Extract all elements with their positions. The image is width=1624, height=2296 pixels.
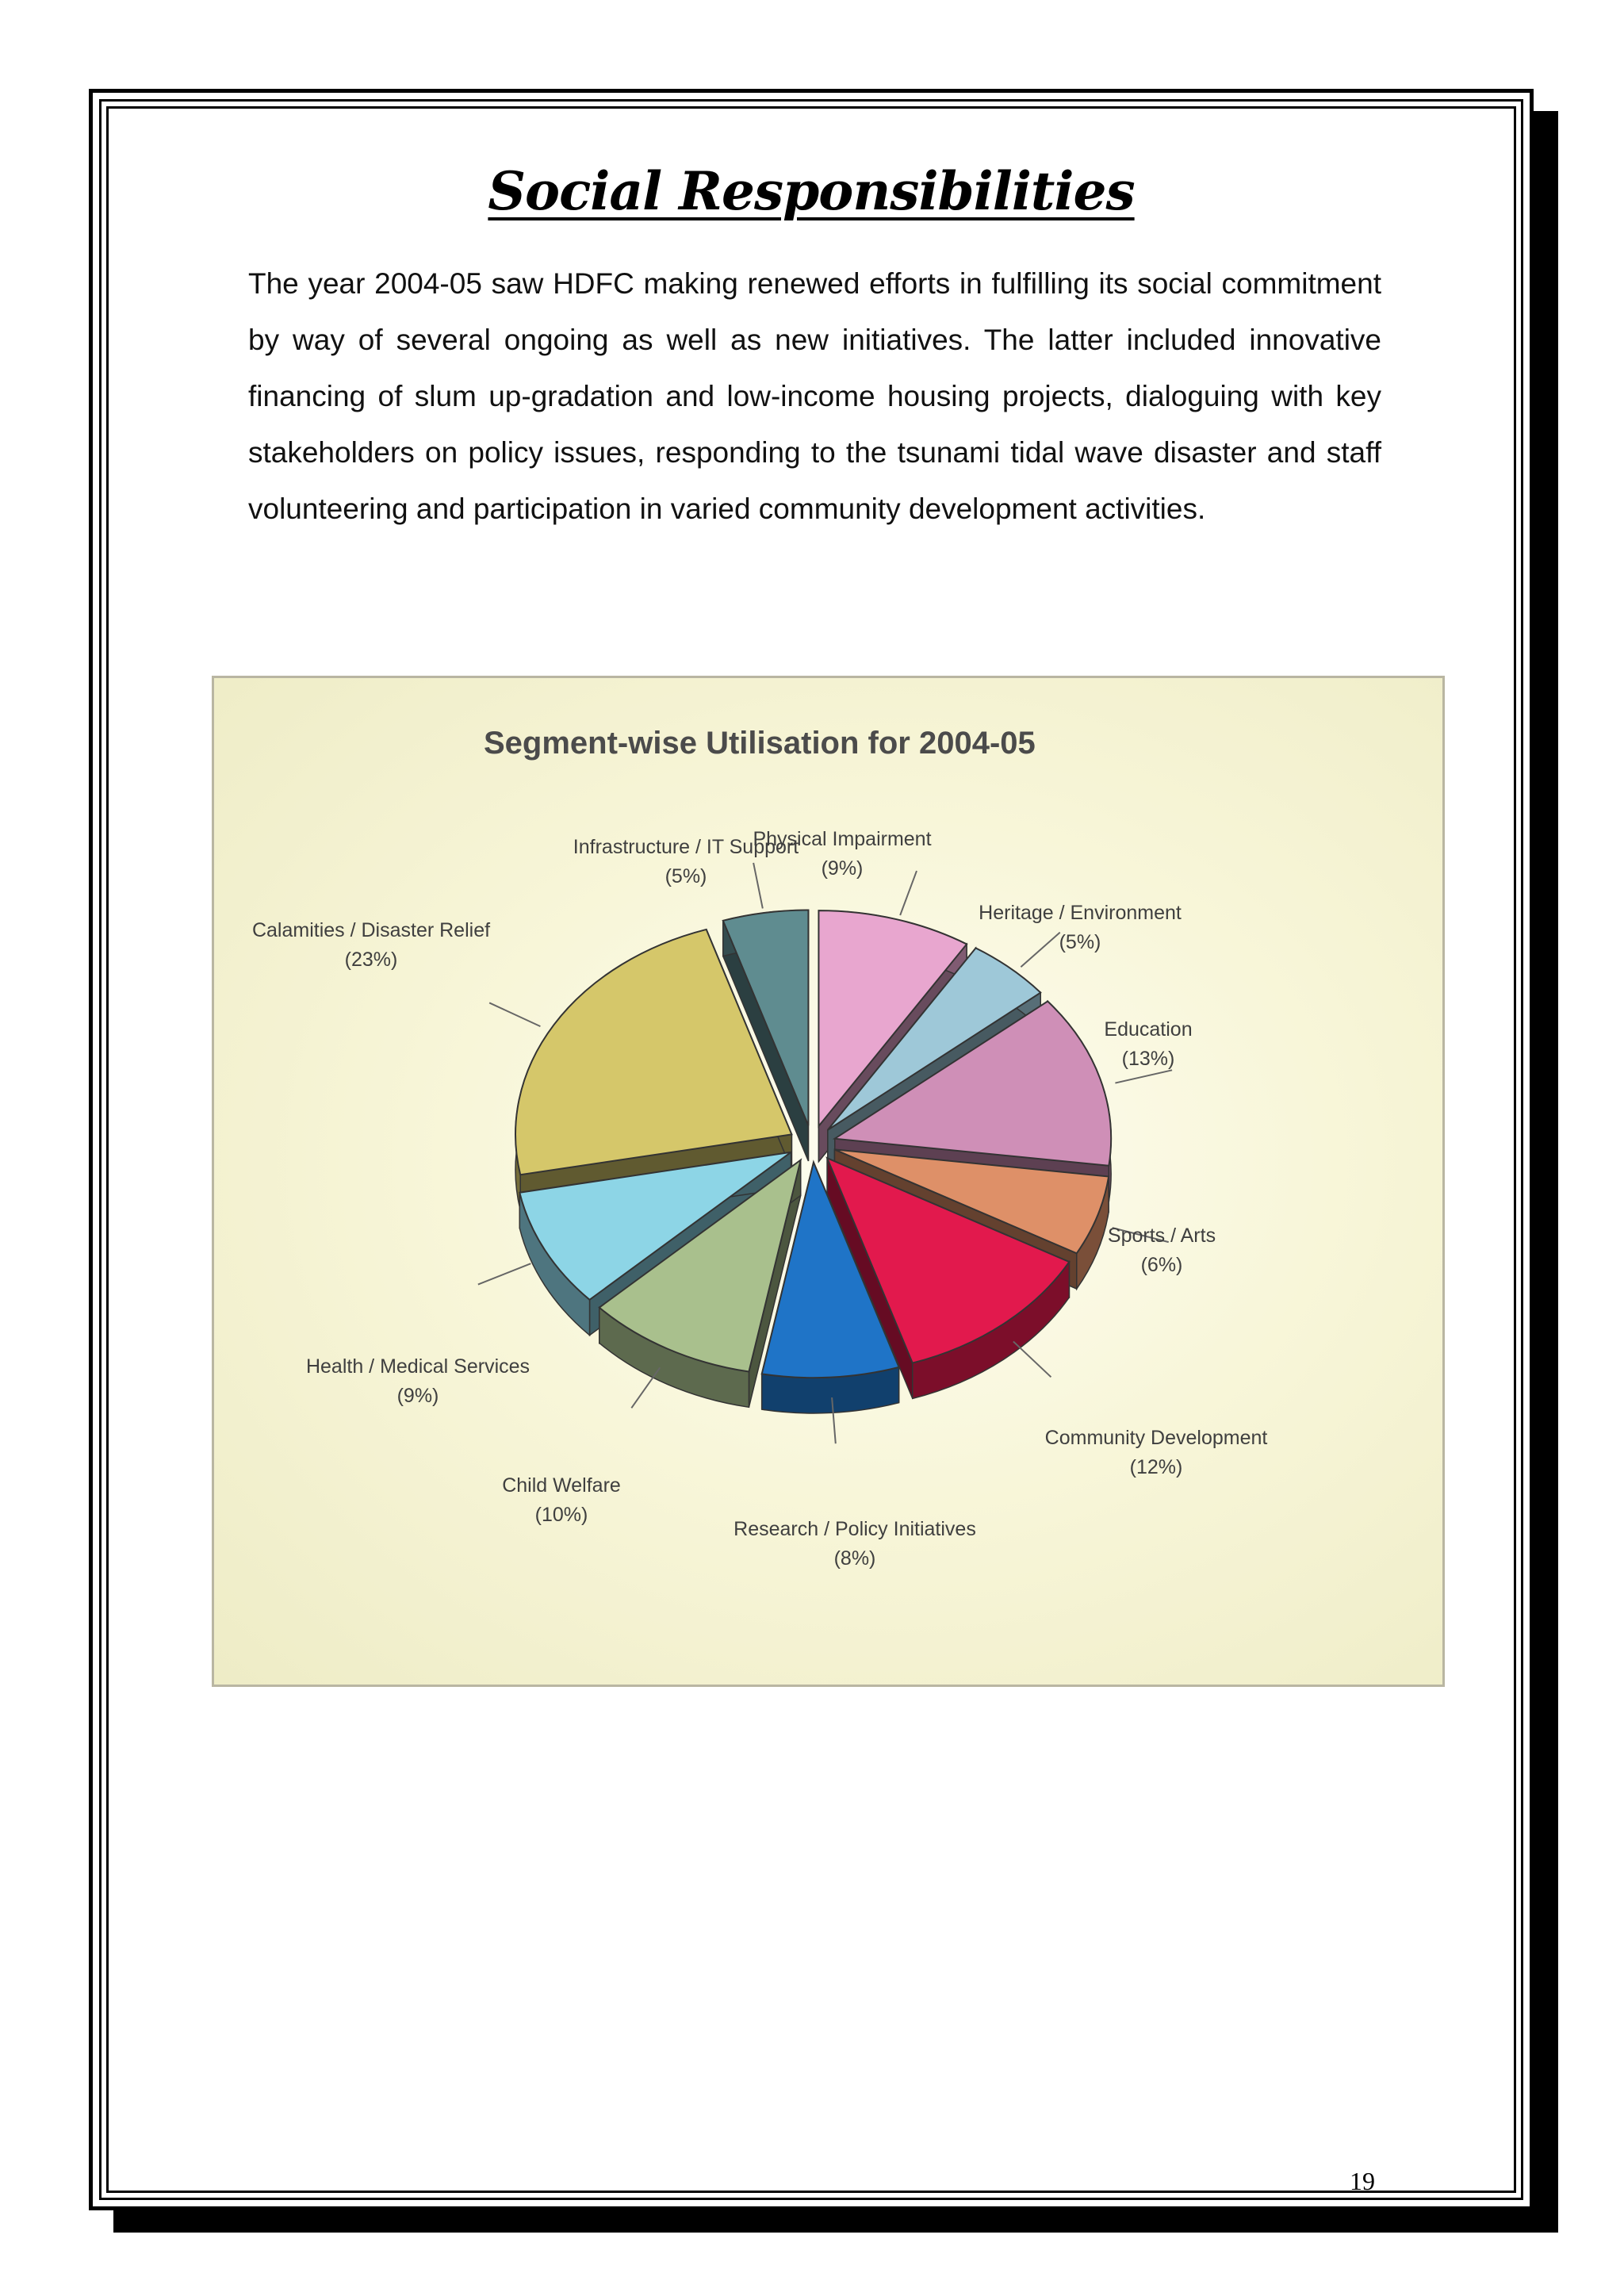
label-education-value: (13%) [1121,1048,1175,1070]
label-community-development [1045,1424,1268,1482]
label-heritage-environment-value: (5%) [1059,931,1101,953]
label-child-welfare [502,1471,621,1530]
label-physical-impairment-value: (9%) [821,857,864,880]
document-page [89,89,1534,2210]
pie-chart-figure [212,676,1445,1687]
label-community-development-value: (12%) [1129,1456,1183,1478]
label-health-medical-name: Health / Medical Services [305,1355,530,1378]
label-calamities-disaster-relief [252,916,490,975]
label-heritage-environment [979,899,1182,957]
leader-line-health-medical-services [478,1263,531,1284]
intro-paragraph: The year 2004-05 saw HDFC making renewed efforts in fulfilling its social commitment by way of several ongoing as well as new initiatives. The latter included innovative financing of slum up-gradation and low-income housing projects, dialoguing with key stakeholders on policy issues, responding to the tsunami tidal wave disaster and staff volunteering and participation in varied community development activities. [248,267,1381,525]
label-calamities-disaster-relief-name: Calamities / Disaster Relief [251,919,491,941]
page-title: Social Responsibilities [488,160,1135,222]
label-infrastructure-it-value: (5%) [665,865,707,887]
label-physical-impairment-name: Physical Impairment [753,828,932,850]
leader-line-community-development [1013,1341,1051,1377]
label-education-name: Education [1104,1018,1193,1041]
label-sports-arts [1108,1221,1216,1280]
leader-line-calamities-disaster-relief [489,1002,540,1026]
label-research-policy-value: (8%) [833,1547,876,1570]
label-research-policy [733,1515,976,1573]
label-calamities-disaster-relief-value: (23%) [344,949,398,971]
label-education [1104,1015,1192,1074]
label-infrastructure-it-name: Infrastructure / IT Support [573,836,799,858]
label-health-medical [306,1352,530,1411]
label-heritage-environment-name: Heritage / Environment [979,902,1182,924]
label-sports-arts-name: Sports / Arts [1107,1225,1216,1247]
label-infrastructure-it [573,833,799,891]
label-community-development-name: Community Development [1044,1427,1268,1449]
label-health-medical-value: (9%) [396,1385,439,1407]
label-child-welfare-name: Child Welfare [502,1474,621,1497]
label-child-welfare-value: (10%) [534,1504,588,1526]
label-sports-arts-value: (6%) [1140,1254,1183,1276]
chart-title: Segment-wise Utilisation for 2004-05 [484,726,1036,761]
label-research-policy-name: Research / Policy Initiatives [733,1518,976,1540]
page-number: 19 [1350,2167,1375,2195]
